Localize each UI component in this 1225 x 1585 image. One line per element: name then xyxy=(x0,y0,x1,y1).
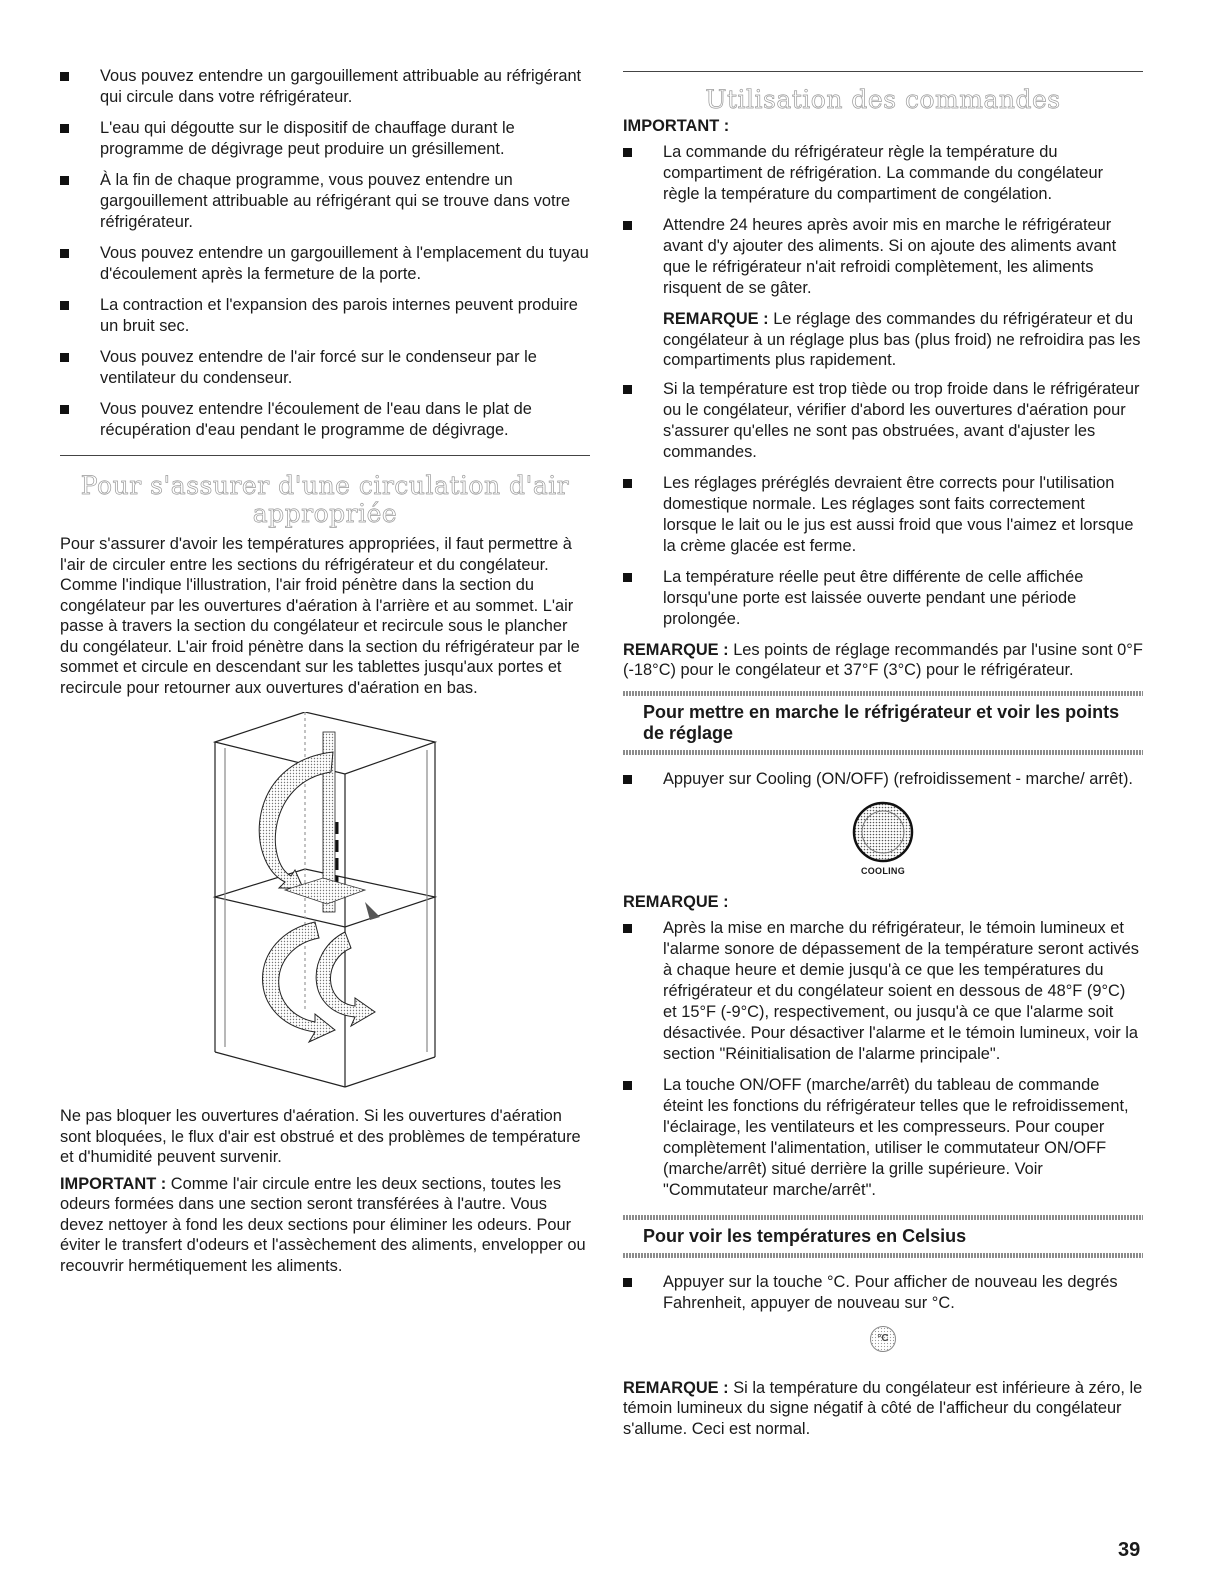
list-item: Les réglages préréglés devraient être corrects pour l'utilisation domestique normale. Les réglages sont faits correctement lorsque le lait ou le jus est aussi froid que vous l'aimez et lorsque la crème glacée est ferme. xyxy=(623,473,1143,557)
bullet-icon xyxy=(623,1278,632,1287)
list-item: Appuyer sur Cooling (ON/OFF) (refroidissement - marche/ arrêt). xyxy=(623,769,1143,790)
list-item: La commande du réfrigérateur règle la température du compartiment de réfrigération. La commande du congélateur règle la température du compartiment de congélation. xyxy=(623,142,1143,205)
bullet-icon xyxy=(623,573,632,582)
section-divider xyxy=(60,455,590,456)
remark-negative-sign: REMARQUE : Si la température du congélateur est inférieure à zéro, le témoin lumineux du signe négatif à côté de l'afficheur du congélateur s'allume. Ceci est normal. xyxy=(623,1378,1143,1438)
list-item: À la fin de chaque programme, vous pouvez entendre un gargouillement attribuable au réfrigérant qui se trouve dans votre réfrigérateur. xyxy=(60,170,590,233)
important-list-continued xyxy=(623,379,1143,630)
section-title: Pour s'assurer d'une circulation d'air appropriée xyxy=(80,471,570,528)
cooling-button-illustration xyxy=(623,800,1143,876)
cooling-caption: COOLING xyxy=(860,865,906,876)
remark-list xyxy=(623,918,1143,1201)
airflow-diagram-icon xyxy=(205,712,445,1092)
cooling-button-icon[interactable] xyxy=(851,800,915,864)
left-column xyxy=(60,0,590,1282)
bullet-icon xyxy=(60,353,69,362)
celsius-list xyxy=(623,1272,1143,1314)
list-item: L'eau qui dégoutte sur le dispositif de chauffage durant le programme de dégivrage peut produire un grésillement. xyxy=(60,118,590,160)
bullet-icon xyxy=(60,405,69,414)
bullet-icon xyxy=(623,479,632,488)
bullet-icon xyxy=(60,301,69,310)
dotted-divider xyxy=(623,691,1143,696)
list-item: La température réelle peut être différente de celle affichée lorsqu'une porte est laissée ouverte pendant une période prolongée. xyxy=(623,567,1143,630)
dotted-divider xyxy=(623,750,1143,755)
list-item: Vous pouvez entendre un gargouillement à l'emplacement du tuyau d'écoulement après la fermeture de la porte. xyxy=(60,243,590,285)
noise-list xyxy=(60,66,590,441)
cooling-list xyxy=(623,769,1143,790)
remark-note: REMARQUE : Le réglage des commandes du réfrigérateur et du congélateur à un réglage plus bas (plus froid) ne refroidira pas les compartiments plus rapidement. xyxy=(663,310,1141,369)
list-item: Vous pouvez entendre de l'air forcé sur le condenseur par le ventilateur du condenseur. xyxy=(60,347,590,389)
bullet-icon xyxy=(60,124,69,133)
section-title: Utilisation des commandes xyxy=(705,85,1061,114)
list-item: Vous pouvez entendre un gargouillement attribuable au réfrigérant qui circule dans votre réfrigérateur. xyxy=(60,66,590,108)
bullet-icon xyxy=(60,72,69,81)
celsius-button-illustration xyxy=(623,1326,1143,1352)
list-item: La touche ON/OFF (marche/arrêt) du tableau de commande éteint les fonctions du réfrigérateur telles que le refroidissement, l'éclairage, les ventilateurs et les compresseurs. Pour couper complètement l'alimentation, utiliser le commutateur ON/OFF (marche/arrêt) situé derrière la grille supérieure. Voir "Commutateur marche/arrêt". xyxy=(623,1075,1143,1201)
list-item: Appuyer sur la touche °C. Pour afficher de nouveau les degrés Fahrenheit, appuyer de nouveau sur °C. xyxy=(623,1272,1143,1314)
dotted-divider xyxy=(623,1253,1143,1258)
bullet-icon xyxy=(623,385,632,394)
bullet-icon xyxy=(60,176,69,185)
airflow-intro: Pour s'assurer d'avoir les températures appropriées, il faut permettre à l'air de circuler entre les sections du réfrigérateur et du congélateur. Comme l'indique l'illustration, l'air froid pénètre dans la section du congélateur par les ouvertures d'aération à l'arrière et au sommet. L'air passe à travers la section du congélateur et recircule sous le plancher du congélateur. L'air froid pénètre dans la section du réfrigérateur par le sommet et circule en descendant sur les tablettes jusqu'aux portes et recircule pour retourner aux ouvertures d'aération en bas. xyxy=(60,535,580,697)
bullet-icon xyxy=(60,249,69,258)
bullet-icon xyxy=(623,148,632,157)
list-item: La contraction et l'expansion des parois internes peuvent produire un bruit sec. xyxy=(60,295,590,337)
subsection-title: Pour mettre en marche le réfrigérateur et voir les points de réglage xyxy=(643,701,1120,743)
important-list xyxy=(623,142,1143,299)
remark-setpoints: REMARQUE : Les points de réglage recommandés par l'usine sont 0°F (-18°C) pour le congélateur et 37°F (3°C) pour le réfrigérateur. xyxy=(623,640,1143,679)
bullet-icon xyxy=(623,1081,632,1090)
vent-warning: Ne pas bloquer les ouvertures d'aération. Si les ouvertures d'aération sont bloquées, le flux d'air est obstrué et des problèmes de température et d'humidité peuvent survenir. xyxy=(60,1107,581,1166)
list-item: Attendre 24 heures après avoir mis en marche le réfrigérateur avant d'y ajouter des aliments. Si on ajoute des aliments avant que le réfrigérateur n'ait refroidi complètement, les aliments risquent de se gâter. xyxy=(623,215,1143,299)
page-number: 39 xyxy=(1118,1539,1141,1561)
airflow-illustration xyxy=(60,712,590,1092)
important-note: IMPORTANT : Comme l'air circule entre les deux sections, toutes les odeurs formées dans une section seront transférées à l'autre. Vous devez nettoyer à fond les deux sections pour éliminer les odeurs. Pour éviter le transfert d'odeurs et l'assèchement des aliments, envelopper ou recouvrir hermétiquement les aliments. xyxy=(60,1174,586,1275)
list-item: Vous pouvez entendre l'écoulement de l'eau dans le plat de récupération d'eau pendant le programme de dégivrage. xyxy=(60,399,590,441)
bullet-icon xyxy=(623,775,632,784)
section-divider xyxy=(623,71,1143,72)
remark-label: REMARQUE : xyxy=(623,892,729,911)
list-item: Si la température est trop tiède ou trop froide dans le réfrigérateur ou le congélateur, vérifier d'abord les ouvertures d'aération pour s'assurer qu'elles ne sont pas obstruées, avant d'ajuster les commandes. xyxy=(623,379,1143,463)
right-column xyxy=(623,0,1143,1445)
important-label: IMPORTANT : xyxy=(623,117,730,135)
list-item: Après la mise en marche du réfrigérateur, le témoin lumineux et l'alarme sonore de dépassement de la température seront activés à chaque heure et demie jusqu'à ce que les températures du réfrigérateur et du congélateur soient en dessous de 48°F (9°C) et 15°F (-9°C), respectivement, ou jusqu'à ce que l'alarme soit désactivée. Pour désactiver l'alarme et le témoin lumineux, voir la section "Réinitialisation de l'alarme principale". xyxy=(623,918,1143,1065)
dotted-divider xyxy=(623,1215,1143,1220)
bullet-icon xyxy=(623,221,632,230)
bullet-icon xyxy=(623,924,632,933)
celsius-button-icon[interactable]: °C xyxy=(870,1326,896,1352)
subsection-title: Pour voir les températures en Celsius xyxy=(643,1225,967,1246)
